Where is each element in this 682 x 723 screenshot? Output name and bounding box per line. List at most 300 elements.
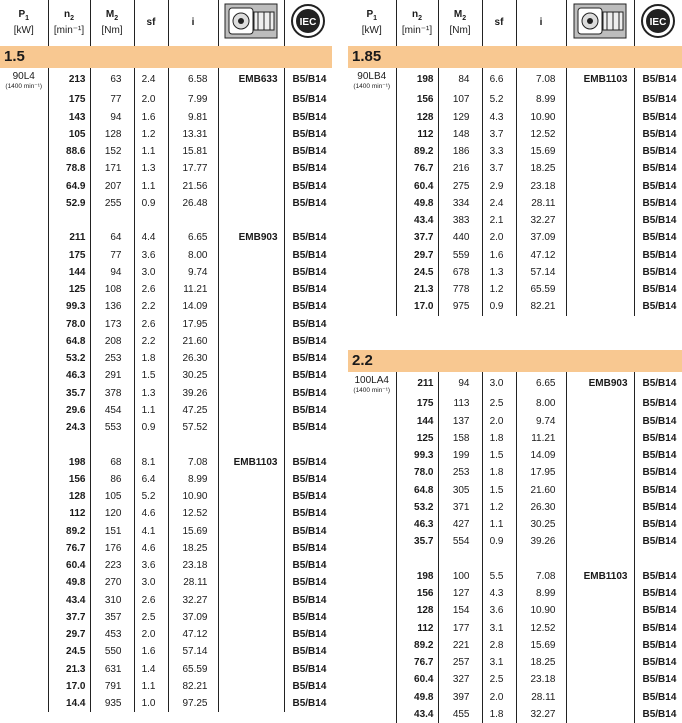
motor-type: 100LA4	[354, 375, 389, 386]
ratio: 39.26	[168, 385, 218, 402]
spacer-cell	[90, 436, 134, 453]
left-power-band	[0, 46, 332, 68]
output-torque: 334	[438, 195, 482, 212]
gearbox-model	[218, 281, 284, 298]
iec-badge-icon	[290, 3, 326, 43]
motor-type: 90L4	[12, 71, 35, 82]
header-i: i	[516, 0, 566, 46]
output-speed: 105	[48, 126, 90, 143]
output-torque: 120	[90, 505, 134, 522]
gearbox-model	[566, 212, 634, 229]
service-factor: 1.8	[482, 464, 516, 481]
service-factor: 4.1	[134, 523, 168, 540]
spacer-cell	[482, 551, 516, 568]
service-factor: 3.6	[134, 247, 168, 264]
output-torque: 113	[438, 395, 482, 412]
output-torque: 128	[90, 126, 134, 143]
header-gearbox	[566, 0, 634, 46]
motor-cell	[0, 678, 48, 695]
header-i: i	[168, 0, 218, 46]
gearbox-model	[218, 385, 284, 402]
gearbox-model	[218, 695, 284, 712]
output-speed: 213	[48, 68, 90, 91]
table-row	[348, 447, 682, 464]
ratio: 6.58	[168, 68, 218, 91]
service-factor: 2.6	[134, 316, 168, 333]
spacer-cell	[634, 551, 682, 568]
ratio: 82.21	[168, 678, 218, 695]
ratio: 12.52	[516, 126, 566, 143]
spacer-cell	[168, 212, 218, 229]
table-row	[348, 229, 682, 246]
table-row	[0, 609, 332, 626]
mounting: B5/B14	[634, 689, 682, 706]
motor-cell	[348, 413, 396, 430]
output-speed: 14.4	[48, 695, 90, 712]
ratio: 23.18	[516, 178, 566, 195]
service-factor: 1.8	[482, 706, 516, 723]
ratio: 7.99	[168, 91, 218, 108]
output-speed: 128	[396, 602, 438, 619]
motor-cell	[348, 298, 396, 315]
service-factor: 1.3	[134, 160, 168, 177]
table-row	[348, 281, 682, 298]
gearbox-model	[218, 643, 284, 660]
mounting: B5/B14	[634, 109, 682, 126]
motor-cell	[0, 402, 48, 419]
group-spacer	[0, 436, 332, 453]
table-row	[0, 91, 332, 108]
gearbox-model	[566, 229, 634, 246]
output-speed: 78.0	[48, 316, 90, 333]
output-torque: 257	[438, 654, 482, 671]
table-row	[0, 350, 332, 367]
ratio: 18.25	[516, 160, 566, 177]
motor-cell	[0, 609, 48, 626]
gearbox-model	[218, 626, 284, 643]
mounting: B5/B14	[284, 126, 332, 143]
output-speed: 37.7	[48, 609, 90, 626]
motor-cell	[348, 160, 396, 177]
output-torque: 154	[438, 602, 482, 619]
spacer-cell	[348, 333, 682, 350]
output-torque: 151	[90, 523, 134, 540]
motor-cell	[0, 109, 48, 126]
ratio: 18.25	[516, 654, 566, 671]
output-torque: 678	[438, 264, 482, 281]
motor-cell	[348, 178, 396, 195]
ratio: 15.69	[516, 637, 566, 654]
motor-cell	[0, 661, 48, 678]
gearbox-model	[566, 298, 634, 315]
table-row	[0, 367, 332, 384]
mounting: B5/B14	[634, 247, 682, 264]
motor-speed: (1400 min⁻¹)	[353, 387, 391, 395]
gearbox-model	[566, 143, 634, 160]
gearbox-model	[566, 602, 634, 619]
table-row	[0, 385, 332, 402]
service-factor: 1.3	[134, 385, 168, 402]
gearbox-model	[218, 540, 284, 557]
output-speed: 89.2	[48, 523, 90, 540]
motor-cell	[0, 643, 48, 660]
mounting: B5/B14	[284, 247, 332, 264]
mounting: B5/B14	[634, 298, 682, 315]
motor-cell	[348, 499, 396, 516]
table-row	[348, 464, 682, 481]
header-iec	[284, 0, 332, 46]
table-row	[348, 264, 682, 281]
mounting: B5/B14	[284, 264, 332, 281]
table-row	[0, 195, 332, 212]
ratio: 8.99	[168, 471, 218, 488]
output-torque: 186	[438, 143, 482, 160]
ratio: 57.14	[168, 643, 218, 660]
motor-cell	[348, 671, 396, 688]
spacer-cell	[516, 551, 566, 568]
mounting: B5/B14	[284, 143, 332, 160]
spacer-cell	[284, 212, 332, 229]
service-factor: 1.8	[134, 350, 168, 367]
ratio: 10.90	[516, 602, 566, 619]
output-speed: 52.9	[48, 195, 90, 212]
table-row	[0, 229, 332, 246]
gearbox-model	[566, 637, 634, 654]
motor-cell	[0, 523, 48, 540]
gearbox-model	[566, 281, 634, 298]
ratio: 15.69	[516, 143, 566, 160]
mounting: B5/B14	[284, 643, 332, 660]
header-p1: $P_1$ [kW]	[361, 9, 382, 36]
output-speed: 43.4	[48, 592, 90, 609]
mounting: B5/B14	[284, 626, 332, 643]
output-speed: 76.7	[396, 160, 438, 177]
gearbox-model	[566, 654, 634, 671]
service-factor: 2.0	[482, 229, 516, 246]
gearbox-model	[566, 413, 634, 430]
output-torque: 935	[90, 695, 134, 712]
output-torque: 136	[90, 298, 134, 315]
output-speed: 198	[48, 454, 90, 471]
service-factor: 1.6	[134, 643, 168, 660]
table-row	[0, 126, 332, 143]
table-row	[0, 160, 332, 177]
motor-cell	[348, 654, 396, 671]
table-row	[0, 592, 332, 609]
gearbox-model	[218, 402, 284, 419]
ratio: 23.18	[168, 557, 218, 574]
ratio: 28.11	[516, 195, 566, 212]
motor-cell	[0, 367, 48, 384]
mounting: B5/B14	[284, 367, 332, 384]
output-speed: 49.8	[396, 195, 438, 212]
service-factor: 3.1	[482, 654, 516, 671]
output-speed: 60.4	[396, 671, 438, 688]
output-torque: 631	[90, 661, 134, 678]
table-row	[348, 395, 682, 412]
output-torque: 64	[90, 229, 134, 246]
svg-text:IEC: IEC	[299, 17, 317, 28]
table-row	[348, 671, 682, 688]
mounting: B5/B14	[634, 195, 682, 212]
service-factor: 0.9	[134, 195, 168, 212]
mounting: B5/B14	[284, 91, 332, 108]
table-row	[0, 298, 332, 315]
output-speed: 29.6	[48, 402, 90, 419]
motor-cell	[0, 195, 48, 212]
output-torque: 440	[438, 229, 482, 246]
service-factor: 2.1	[482, 212, 516, 229]
ratio: 32.27	[516, 706, 566, 723]
service-factor: 2.6	[134, 281, 168, 298]
motor-cell	[348, 195, 396, 212]
mounting: B5/B14	[284, 402, 332, 419]
motor-cell	[348, 212, 396, 229]
service-factor: 2.6	[134, 592, 168, 609]
service-factor: 3.7	[482, 126, 516, 143]
gearbox-model	[218, 247, 284, 264]
motor-cell	[348, 464, 396, 481]
motor-cell	[0, 454, 48, 471]
gearbox-model	[566, 178, 634, 195]
motor-cell	[0, 350, 48, 367]
output-speed: 76.7	[396, 654, 438, 671]
output-torque: 554	[438, 533, 482, 550]
spacer-cell	[168, 436, 218, 453]
table-row	[0, 402, 332, 419]
ratio: 21.60	[168, 333, 218, 350]
mounting: B5/B14	[634, 91, 682, 108]
mounting: B5/B14	[634, 706, 682, 723]
output-torque: 305	[438, 482, 482, 499]
service-factor: 5.2	[134, 488, 168, 505]
output-speed: 144	[48, 264, 90, 281]
ratio: 32.27	[516, 212, 566, 229]
motor-cell	[0, 247, 48, 264]
table-row	[0, 678, 332, 695]
motor-cell	[348, 109, 396, 126]
output-speed: 43.4	[396, 212, 438, 229]
service-factor: 2.0	[482, 413, 516, 430]
mounting: B5/B14	[284, 385, 332, 402]
output-torque: 207	[90, 178, 134, 195]
service-factor: 5.5	[482, 568, 516, 585]
gearbox-model	[218, 333, 284, 350]
mounting: B5/B14	[284, 695, 332, 712]
mounting: B5/B14	[284, 505, 332, 522]
gearbox-model	[566, 264, 634, 281]
output-torque: 100	[438, 568, 482, 585]
table-row	[0, 419, 332, 436]
table-row	[348, 602, 682, 619]
table-row	[348, 499, 682, 516]
header-m2: $M_2$ [Nm]	[90, 0, 134, 46]
mounting: B5/B14	[284, 488, 332, 505]
table-row	[348, 637, 682, 654]
gearbox-model	[218, 523, 284, 540]
output-torque: 453	[90, 626, 134, 643]
gearbox-model	[218, 316, 284, 333]
motor-cell	[0, 695, 48, 712]
table-row	[0, 574, 332, 591]
ratio: 8.00	[516, 395, 566, 412]
output-speed: 211	[48, 229, 90, 246]
gearbox-model	[566, 499, 634, 516]
gearbox-model	[218, 609, 284, 626]
output-speed: 24.5	[396, 264, 438, 281]
service-factor: 1.3	[482, 264, 516, 281]
mounting: B5/B14	[634, 654, 682, 671]
mounting: B5/B14	[284, 454, 332, 471]
power-band	[348, 350, 682, 372]
output-torque: 275	[438, 178, 482, 195]
output-speed: 78.0	[396, 464, 438, 481]
service-factor: 1.2	[482, 499, 516, 516]
gearbox-model	[566, 671, 634, 688]
output-torque: 559	[438, 247, 482, 264]
motor-cell	[348, 68, 396, 91]
output-speed: 125	[396, 430, 438, 447]
mounting: B5/B14	[634, 160, 682, 177]
motor-cell	[348, 247, 396, 264]
service-factor: 8.1	[134, 454, 168, 471]
spacer-cell	[0, 212, 48, 229]
output-torque: 975	[438, 298, 482, 315]
motor-cell	[348, 372, 396, 395]
output-torque: 173	[90, 316, 134, 333]
gearbox-model	[218, 126, 284, 143]
ratio: 57.14	[516, 264, 566, 281]
motor-cell	[348, 430, 396, 447]
output-torque: 171	[90, 160, 134, 177]
output-torque: 383	[438, 212, 482, 229]
service-factor: 4.3	[482, 109, 516, 126]
ratio: 47.25	[168, 402, 218, 419]
motor-cell	[0, 505, 48, 522]
section-spacer	[348, 316, 682, 333]
mounting: B5/B14	[634, 413, 682, 430]
gearbox-model	[566, 195, 634, 212]
ratio: 11.21	[516, 430, 566, 447]
service-factor: 3.0	[134, 264, 168, 281]
service-factor: 2.4	[134, 68, 168, 91]
spacer-cell	[134, 212, 168, 229]
output-speed: 99.3	[396, 447, 438, 464]
ratio: 28.11	[516, 689, 566, 706]
output-torque: 255	[90, 195, 134, 212]
motor-cell	[348, 482, 396, 499]
ratio: 6.65	[516, 372, 566, 395]
output-speed: 64.8	[396, 482, 438, 499]
output-torque: 63	[90, 68, 134, 91]
service-factor: 1.2	[482, 281, 516, 298]
output-torque: 291	[90, 367, 134, 384]
mounting: B5/B14	[284, 661, 332, 678]
gearbox-model	[566, 109, 634, 126]
gearbox-model	[218, 471, 284, 488]
motor-cell	[0, 316, 48, 333]
output-torque: 221	[438, 637, 482, 654]
motor-cell	[348, 447, 396, 464]
motor-cell	[0, 68, 48, 91]
mounting: B5/B14	[634, 568, 682, 585]
mounting: B5/B14	[634, 637, 682, 654]
ratio: 30.25	[168, 367, 218, 384]
table-row	[348, 247, 682, 264]
spacer-cell	[218, 436, 284, 453]
service-factor: 6.4	[134, 471, 168, 488]
motor-cell	[348, 637, 396, 654]
ratio: 65.59	[516, 281, 566, 298]
service-factor: 4.3	[482, 585, 516, 602]
mounting: B5/B14	[284, 419, 332, 436]
table-row	[0, 540, 332, 557]
table-row	[0, 247, 332, 264]
gearbox-model	[566, 430, 634, 447]
output-torque: 371	[438, 499, 482, 516]
output-speed: 175	[48, 247, 90, 264]
group-spacer	[0, 212, 332, 229]
service-factor: 2.0	[134, 626, 168, 643]
mounting: B5/B14	[634, 620, 682, 637]
motor-cell	[0, 298, 48, 315]
service-factor: 3.1	[482, 620, 516, 637]
table-row	[348, 482, 682, 499]
ratio: 7.08	[168, 454, 218, 471]
output-torque: 327	[438, 671, 482, 688]
output-torque: 152	[90, 143, 134, 160]
table-row	[0, 143, 332, 160]
output-torque: 94	[90, 264, 134, 281]
gearbox-model	[566, 395, 634, 412]
service-factor: 1.1	[482, 516, 516, 533]
ratio: 9.74	[168, 264, 218, 281]
motor-cell	[0, 557, 48, 574]
service-factor: 2.4	[482, 195, 516, 212]
ratio: 97.25	[168, 695, 218, 712]
ratio: 28.11	[168, 574, 218, 591]
service-factor: 3.6	[134, 557, 168, 574]
service-factor: 1.2	[134, 126, 168, 143]
ratio: 12.52	[168, 505, 218, 522]
gearbox-model	[218, 367, 284, 384]
output-speed: 21.3	[396, 281, 438, 298]
right-table	[348, 0, 682, 723]
output-speed: 46.3	[48, 367, 90, 384]
ratio: 8.99	[516, 91, 566, 108]
output-torque: 208	[90, 333, 134, 350]
service-factor: 2.5	[134, 609, 168, 626]
output-speed: 128	[48, 488, 90, 505]
iec-badge-icon	[640, 3, 676, 43]
spacer-cell	[348, 316, 682, 333]
gearbox-model	[218, 298, 284, 315]
motor-cell	[0, 540, 48, 557]
table-row	[348, 298, 682, 315]
gearbox-model	[218, 419, 284, 436]
motor-cell	[348, 126, 396, 143]
mounting: B5/B14	[284, 540, 332, 557]
motor-cell	[348, 395, 396, 412]
ratio: 12.52	[516, 620, 566, 637]
motor-cell	[348, 689, 396, 706]
output-torque: 77	[90, 91, 134, 108]
table-row	[0, 281, 332, 298]
mounting: B5/B14	[634, 212, 682, 229]
output-speed: 53.2	[396, 499, 438, 516]
table-row	[348, 143, 682, 160]
mounting: B5/B14	[284, 68, 332, 91]
